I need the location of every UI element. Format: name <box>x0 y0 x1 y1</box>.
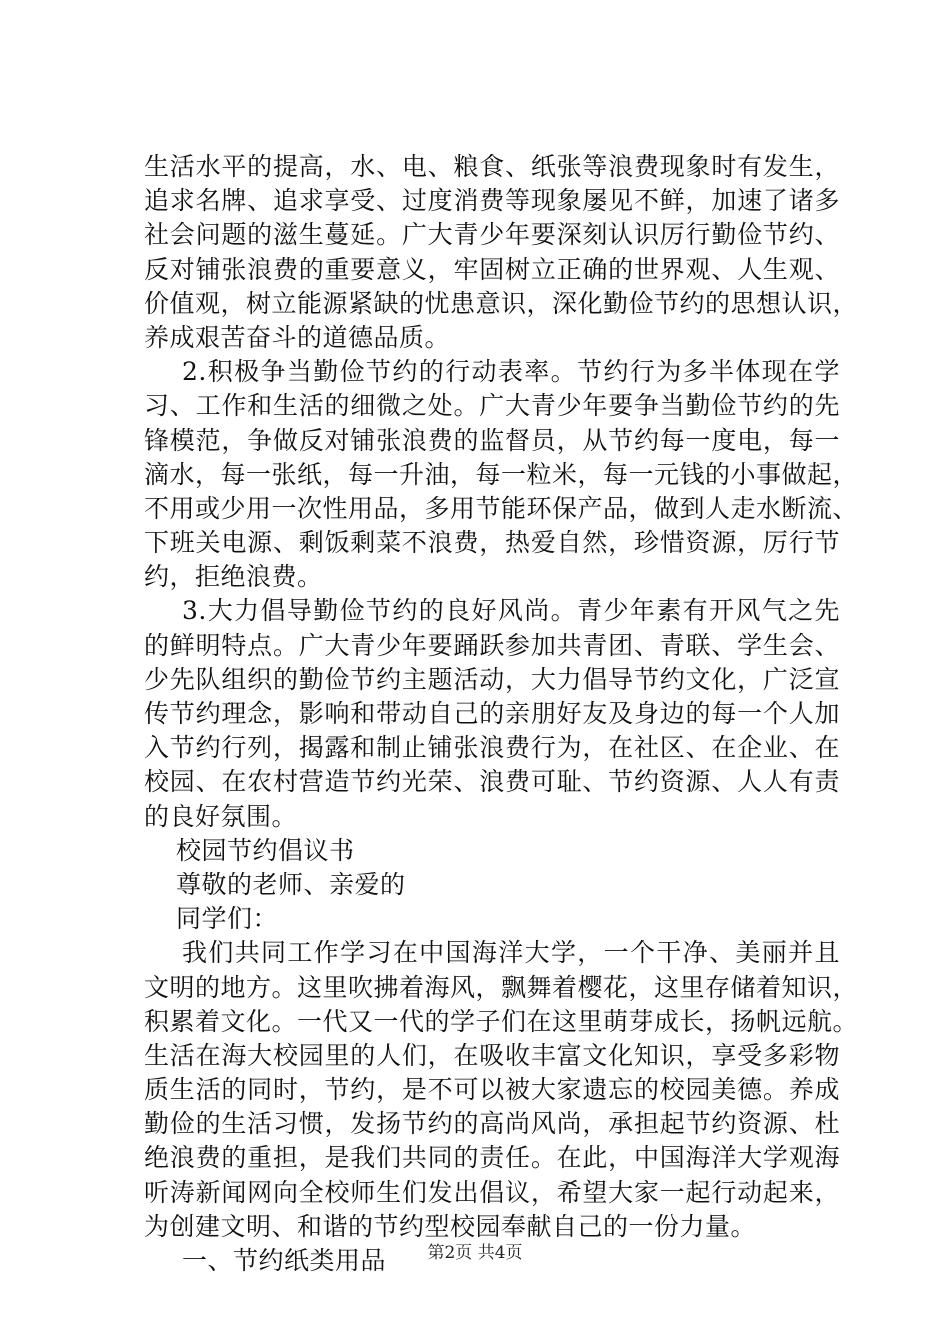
text-line: 听涛新闻网向全校师生们发出倡议，希望大家一起行动起来， <box>144 1177 840 1207</box>
text-line: 绝浪费的重担，是我们共同的责任。在此，中国海洋大学观海 <box>144 1143 840 1173</box>
text-line: 滴水，每一张纸，每一升油，每一粒米，每一元钱的小事做起， <box>144 459 859 489</box>
text-line: 质生活的同时，节约，是不可以被大家遗忘的校园美德。养成 <box>144 1075 840 1105</box>
text-line: 价值观，树立能源紧缺的忧患意识，深化勤俭节约的思想认识， <box>144 288 859 318</box>
section-title: 校园节约倡议书 <box>176 835 355 865</box>
salutation-line: 同学们： <box>176 904 279 934</box>
text-line: 传节约理念，影响和带动自己的亲朋好友及身边的每一个人加 <box>144 699 840 728</box>
text-line: 社会问题的滋生蔓延。广大青少年要深刻认识厉行勤俭节约、 <box>144 220 840 250</box>
page-footer <box>0 1242 950 1264</box>
text-line: 不用或少用一次性用品，多用节能环保产品，做到人走水断流、 <box>144 493 859 523</box>
paragraph-2-heading-line: 2.积极争当勤俭节约的行动表率。节约行为多半体现在学 <box>182 357 840 387</box>
text-line: 少先队组织的勤俭节约主题活动，大力倡导节约文化，广泛宣 <box>144 664 840 694</box>
text-line: 锋模范，争做反对铺张浪费的监督员，从节约每一度电，每一 <box>144 425 840 455</box>
text-line: 文明的地方。这里吹拂着海风，飘舞着樱花，这里存储着知识， <box>144 972 859 1002</box>
text-line: 的鲜明特点。广大青少年要踊跃参加共青团、青联、学生会、 <box>144 630 840 660</box>
text-line: 反对铺张浪费的重要意义，牢固树立正确的世界观、人生观、 <box>144 254 840 284</box>
text-line: 追求名牌、追求享受、过度消费等现象屡见不鲜，加速了诸多 <box>144 186 840 216</box>
text-line: 约，拒绝浪费。 <box>144 562 323 592</box>
page-number-label: 第2页 共4页 <box>427 1243 523 1263</box>
text-line: 下班关电源、剩饭剩菜不浪费，热爱自然，珍惜资源，厉行节 <box>144 528 840 558</box>
paragraph-3-heading-line: 3.大力倡导勤俭节约的良好风尚。青少年素有开风气之先 <box>182 596 840 626</box>
text-line: 为创建文明、和谐的节约型校园奉献自己的一份力量。 <box>144 1211 757 1241</box>
subsection-heading: 一、节约纸类用品 <box>182 1246 387 1275</box>
text-line: 积累着文化。一代又一代的学子们在这里萌芽成长，扬帆远航。 <box>144 1006 859 1036</box>
text-line: 我们共同工作学习在中国海洋大学，一个干净、美丽并且 <box>182 938 840 968</box>
document-body <box>144 150 859 1278</box>
text-line: 生活水平的提高，水、电、粮食、纸张等浪费现象时有发生， <box>144 152 840 181</box>
text-line: 生活在海大校园里的人们，在吸收丰富文化知识，享受多彩物 <box>144 1040 840 1070</box>
text-line: 勤俭的生活习惯，发扬节约的高尚风尚，承担起节约资源、杜 <box>144 1109 840 1139</box>
text-line: 养成艰苦奋斗的道德品质。 <box>144 322 451 352</box>
text-line: 习、工作和生活的细微之处。广大青少年要争当勤俭节约的先 <box>144 391 840 421</box>
text-line: 入节约行列，揭露和制止铺张浪费行为，在社区、在企业、在 <box>144 733 840 763</box>
text-line: 的良好氛围。 <box>144 801 298 831</box>
salutation-line: 尊敬的老师、亲爱的 <box>176 869 406 899</box>
text-line: 校园、在农村营造节约光荣、浪费可耻、节约资源、人人有责 <box>144 767 840 797</box>
